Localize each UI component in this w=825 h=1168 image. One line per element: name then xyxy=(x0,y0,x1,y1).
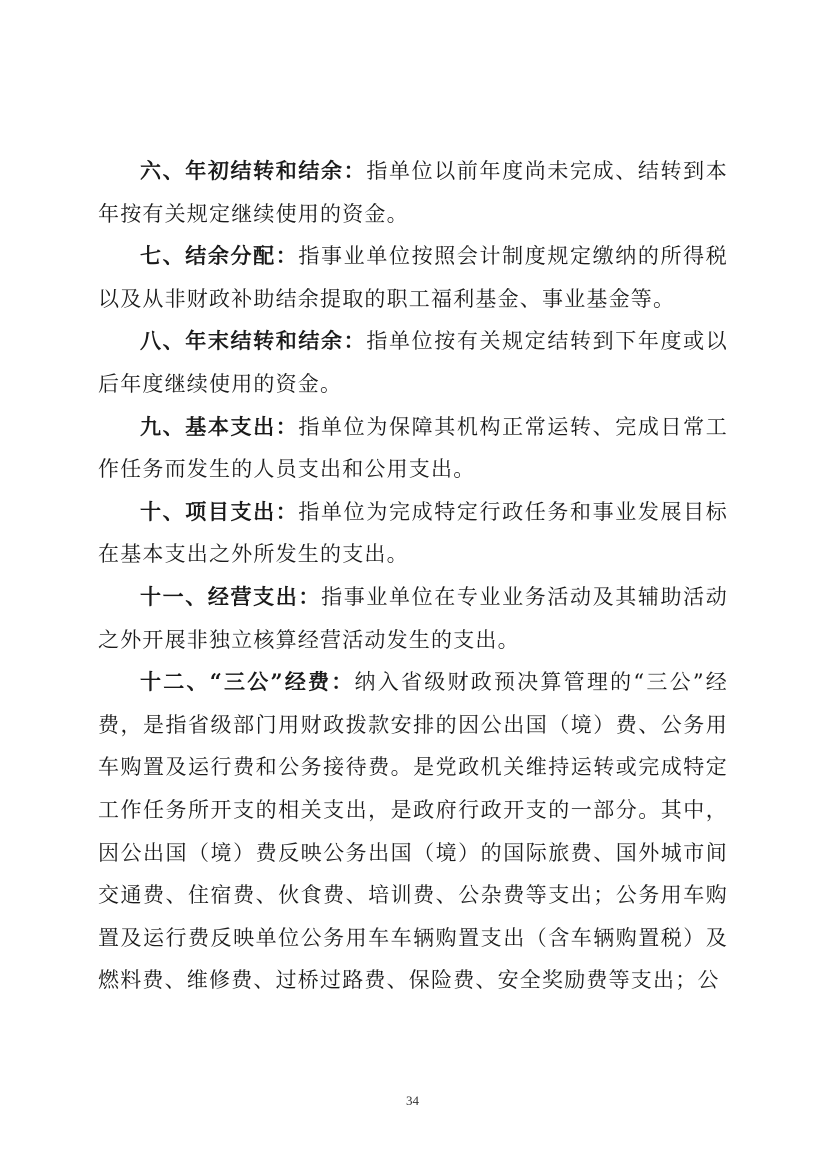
paragraph-term: 十一、经营支出： xyxy=(140,583,322,609)
paragraph-body: 指事业单位在专业业务活动及其辅助活动之外开展非独立核算经营活动发生的支出。 xyxy=(98,584,728,652)
paragraph-term: 七、结余分配： xyxy=(140,243,299,269)
document-body xyxy=(98,150,728,1002)
paragraph-term: 六、年初结转和结余： xyxy=(140,158,367,183)
paragraph-carryover-balance xyxy=(98,150,728,235)
paragraph-three-public-funds xyxy=(98,661,728,1002)
paragraph-body: 指单位为保障其机构正常运转、完成日常工作任务而发生的人员支出和公用支出。 xyxy=(98,414,728,482)
paragraph-project-expenditure xyxy=(98,491,728,576)
paragraph-term: 十、项目支出： xyxy=(140,498,299,524)
paragraph-year-end-balance xyxy=(98,320,728,405)
paragraph-term: 十二、“三公”经费： xyxy=(140,669,355,695)
paragraph-term: 八、年末结转和结余： xyxy=(140,328,367,354)
paragraph-body: 指事业单位按照会计制度规定缴纳的所得税以及从非财政补助结余提取的职工福利基金、事业基金等。 xyxy=(98,244,728,311)
paragraph-operating-expenditure xyxy=(98,576,728,661)
paragraph-body: 指单位按有关规定结转到下年度或以后年度继续使用的资金。 xyxy=(98,329,729,396)
paragraph-body: 纳入省级财政预决算管理的“三公”经费，是指省级部门用财政拨款安排的因公出国（境）费、公务用车购置及运行费和公务接待费。是党政机关维持运转或完成特定工作任务所开支的相关支出，是政府行政开支的一部分。其中，因公出国（境）费反映公务出国（境）的国际旅费、国外城市间交通费、住宿费、伙食费、培训费、公杂费等支出；公务用车购置及运行费反映单位公务用车车辆购置支出（含车辆购置税）及燃料费、维修费、过桥过路费、保险费、安全奖励费等支出；公 xyxy=(98,670,728,993)
page-number: 34 xyxy=(406,1093,419,1108)
paragraph-body: 指单位以前年度尚未完成、结转到本年按有关规定继续使用的资金。 xyxy=(98,159,729,226)
paragraph-surplus-distribution xyxy=(98,235,728,320)
paragraph-body: 指单位为完成特定行政任务和事业发展目标在基本支出之外所发生的支出。 xyxy=(98,499,728,567)
paragraph-term: 九、基本支出： xyxy=(140,413,299,439)
paragraph-basic-expenditure xyxy=(98,406,728,491)
